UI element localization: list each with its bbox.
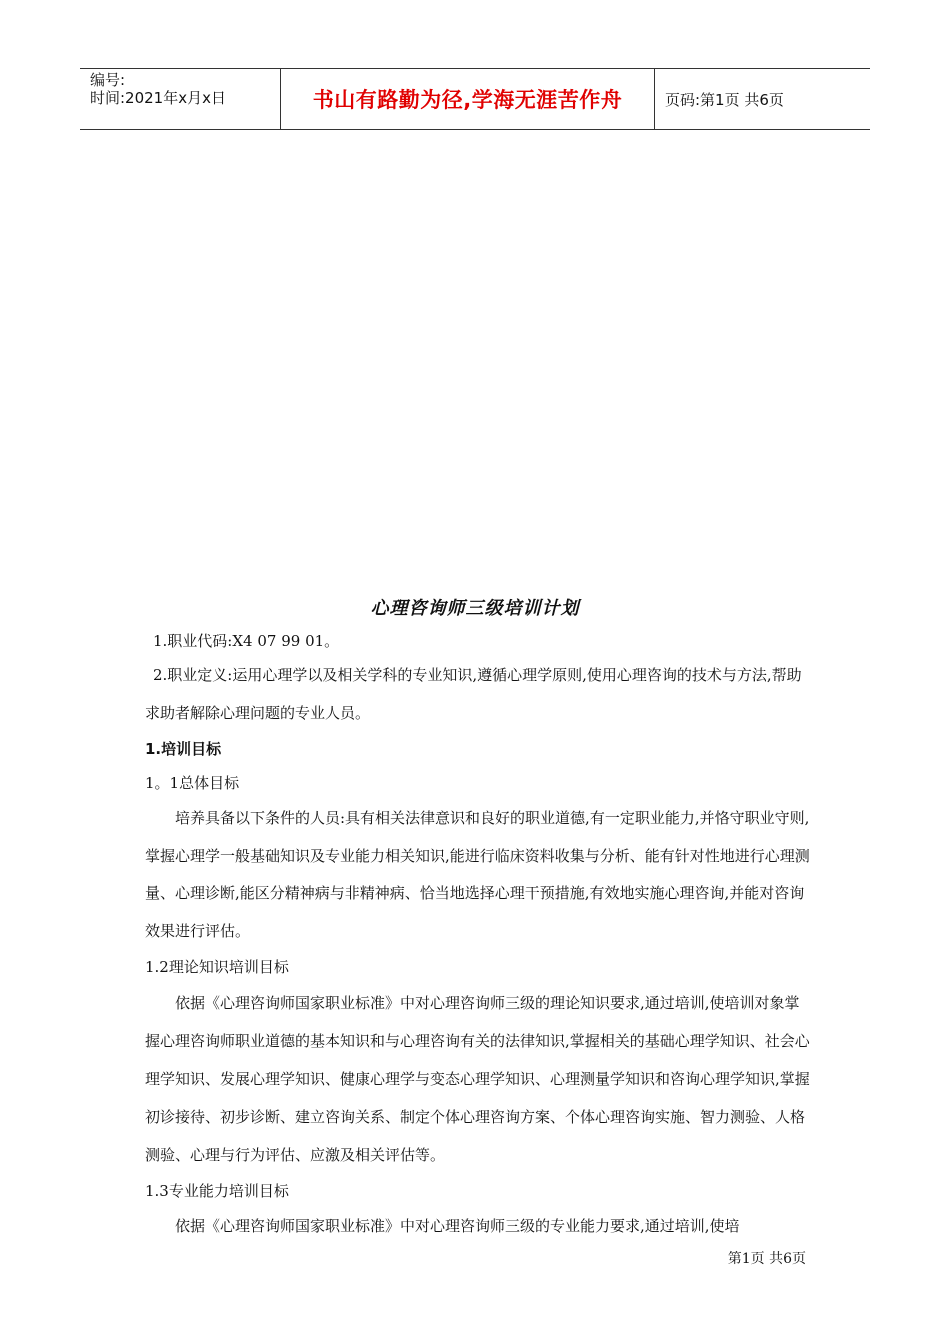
subsection-heading-overall-goal: 1。1总体目标 <box>145 774 240 792</box>
subsection-heading-skill-goal: 1.3专业能力培训目标 <box>145 1182 289 1200</box>
header-page-number: 页码:第1页 共6页 <box>665 90 784 109</box>
header-meta <box>80 69 281 129</box>
occupation-definition: 2.职业定义:运用心理学以及相关学科的专业知识,遵循心理学原则,使用心理咨询的技术与方法,帮助求助者解除心理问题的专业人员。 <box>145 666 802 722</box>
subsection-heading-theory-goal: 1.2理论知识培训目标 <box>145 958 289 976</box>
page-header <box>80 68 870 130</box>
page-footer: 第1页 共6页 <box>727 1251 806 1267</box>
occupation-code: 1.职业代码:X4 07 99 01。 <box>153 632 340 650</box>
section-heading-training-goals: 1.培训目标 <box>145 740 222 758</box>
skill-goal-paragraph: 依据《心理咨询师国家职业标准》中对心理咨询师三级的专业能力要求,通过培训,使培 <box>175 1217 740 1235</box>
theory-goal-paragraph: 依据《心理咨询师国家职业标准》中对心理咨询师三级的理论知识要求,通过培训,使培训对象掌握心理咨询师职业道德的基本知识和与心理咨询有关的法律知识,掌握相关的基础心理学知识、社会心理学知识、发展心理学知识、健康心理学与变态心理学知识、心理测量学知识和咨询心理学知识,掌握初诊接待、初步诊断、建立咨询关系、制定个体心理咨询方案、个体心理咨询实施、智力测验、人格测验、心理与行为评估、应激及相关评估等。 <box>145 994 810 1164</box>
document-body <box>145 624 810 1246</box>
document-title: 心理咨询师三级培训计划 <box>370 598 580 619</box>
document-number-label: 编号: <box>90 71 126 89</box>
overall-goal-paragraph: 培养具备以下条件的人员:具有相关法律意识和良好的职业道德,有一定职业能力,并恪守职业守则,掌握心理学一般基础知识及专业能力相关知识,能进行临床资料收集与分析、能有针对性地进行心理测量、心理诊断,能区分精神病与非精神病、恰当地选择心理干预措施,有效地实施心理咨询,并能对咨询效果进行评估。 <box>145 809 810 940</box>
header-motto: 书山有路勤为径,学海无涯苦作舟 <box>281 69 655 129</box>
document-date-label: 时间:2021年x月x日 <box>90 89 226 107</box>
